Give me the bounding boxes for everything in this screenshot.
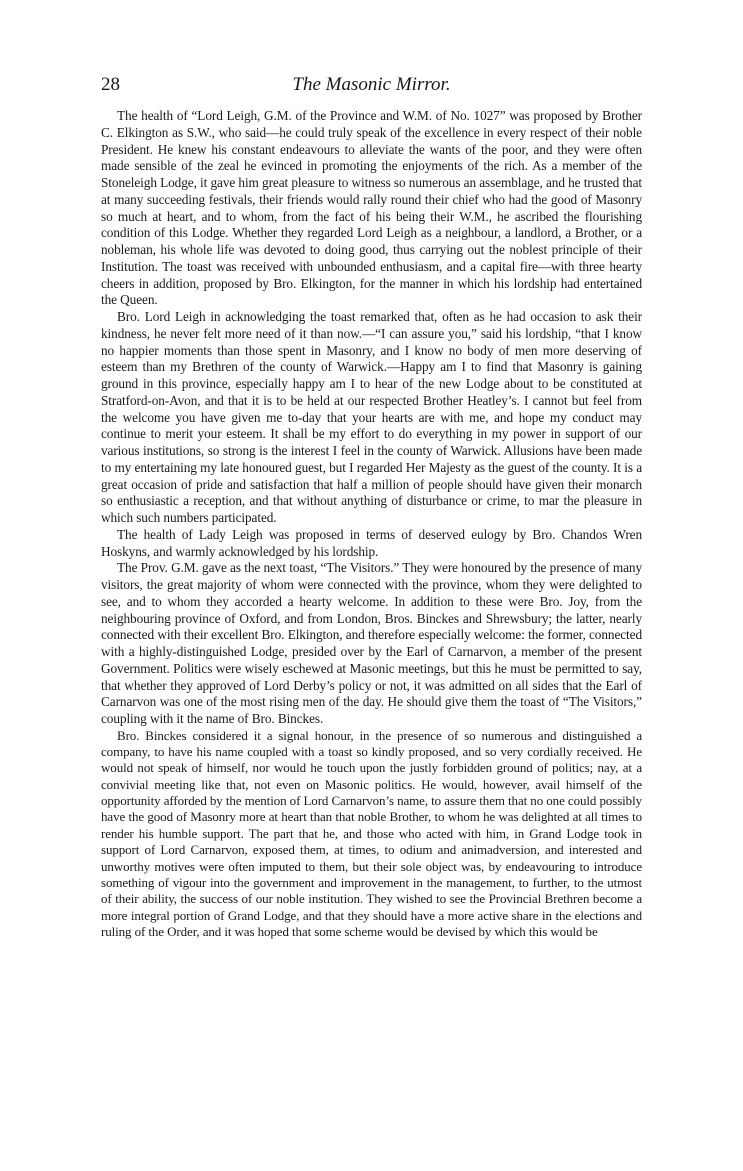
page-header: [0, 74, 743, 98]
paragraph-lady-leigh-toast: The health of Lady Leigh was proposed in terms of deserved eulogy by Bro. Chandos Wren Hoskyns, and warmly acknowledged by his lordship.: [101, 526, 642, 559]
paragraph-lord-leigh-reply: Bro. Lord Leigh in acknowledging the toast remarked that, often as he had occasion to ask their kindness, he never felt more need of it than now.—“I can assure you,” said his lordship, “that I know no happier moments than those spent in Masonry, and I know no body of men more deserving of esteem than my Brethren of the county of Warwick.—Happy am I to find that Masonry is gaining ground in this province, especially happy am I to hear of the new Lodge about to be constituted at Stratford-on-Avon, and that it is to be held at our respected Brother Heatley’s. I cannot but feel from the welcome you have given me to-day that your hearts are with me, and hope my conduct may continue to merit your esteem. It shall be my effort to do everything in my power in support of our various institutions, so strong is the interest I feel in the county of Warwick. Allusions have been made to my entertaining my late honoured guest, but I regarded Her Majesty as the guest of the county. It is a great occasion of pride and satisfaction that half a million of people should have given their monarch so enthusiastic a reception, and that without anything of disturbance or crime, to mar the pleasure in which such numbers participated.: [101, 309, 642, 525]
paragraph-binckes-reply: Bro. Binckes considered it a signal honour, in the presence of so numerous and distinguished a company, to have his name coupled with a toast so kindly proposed, and so very cordially received. He would not speak of himself, nor would he touch upon the justly forbidden ground of politics; nay, at a convivial meeting like that, not even on Masonic politics. He would, however, avail himself of the opportunity afforded by the mention of Lord Carnarvon’s name, to assure them that no one could possibly have the good of Masonry more at heart than that noble Brother, to whom he was delighted at all times to render his humble support. The part that he, and those who acted with him, in Grand Lodge took in support of Lord Carnarvon, exposed them, at times, to odium and animadversion, and interested and unworthy motives were often imputed to them, but their sole object was, by endeavouring to introduce something of vigour into the government and improvement in the management, to further, to the utmost of their ability, the success of our noble institution. They wished to see the Provincial Brethren become a more integral portion of Grand Lodge, and that they should have a more active share in the elections and ruling of the Order, and it was hoped that some scheme would be devised by which this would be: [101, 727, 642, 939]
running-title: The Masonic Mirror.: [292, 74, 451, 95]
paragraph-lord-leigh-toast: The health of “Lord Leigh, G.M. of the Province and W.M. of No. 1027” was proposed by Brother C. Elkington as S.W., who said—he could truly speak of the excellence in every respect of their noble President. He knew his constant endeavours to alleviate the wants of the poor, and they were often made sensible of the zeal he evinced in promoting the enjoyments of the rich. As a member of the Stoneleigh Lodge, it gave him great pleasure to witness so numerous an assemblage, and he trusted that at many succeeding festivals, their friends would rally round their chief who had the good of Masonry so much at heart, and to whom, from the fact of his being their W.M., he ascribed the flourishing condition of this Lodge. Whether they regarded Lord Leigh as a neighbour, a landlord, a Brother, or a nobleman, his whole life was devoted to doing good, thus carrying out the noblest principle of their Institution. The toast was received with unbounded enthusiasm, and a capital fire—with three hearty cheers in addition, proposed by Bro. Elkington, for the manner in which his lordship had entertained the Queen.: [101, 108, 642, 308]
article-body: [101, 108, 642, 940]
paragraph-visitors-toast: The Prov. G.M. gave as the next toast, “The Visitors.” They were honoured by the presence of many visitors, the great majority of whom were connected with the province, whom they were delighted to see, and to whom they accorded a hearty welcome. In addition to these were Bro. Joy, from the neighbouring province of Oxford, and from London, Bros. Binckes and Shrewsbury; the latter, nearly connected with their excellent Bro. Elkington, and therefore especially welcome: the former, connected with a highly-distinguished Lodge, presided over by the Earl of Carnarvon, a member of the present Government. Politics were wisely eschewed at Masonic meetings, but this he must be permitted to say, that whether they approved of Lord Derby’s policy or not, it was admitted on all sides that the Earl of Carnarvon was one of the most rising men of the day. He should give them the toast of “The Visitors,” coupling with it the name of Bro. Binckes.: [101, 560, 642, 726]
page-number: 28: [101, 74, 120, 95]
